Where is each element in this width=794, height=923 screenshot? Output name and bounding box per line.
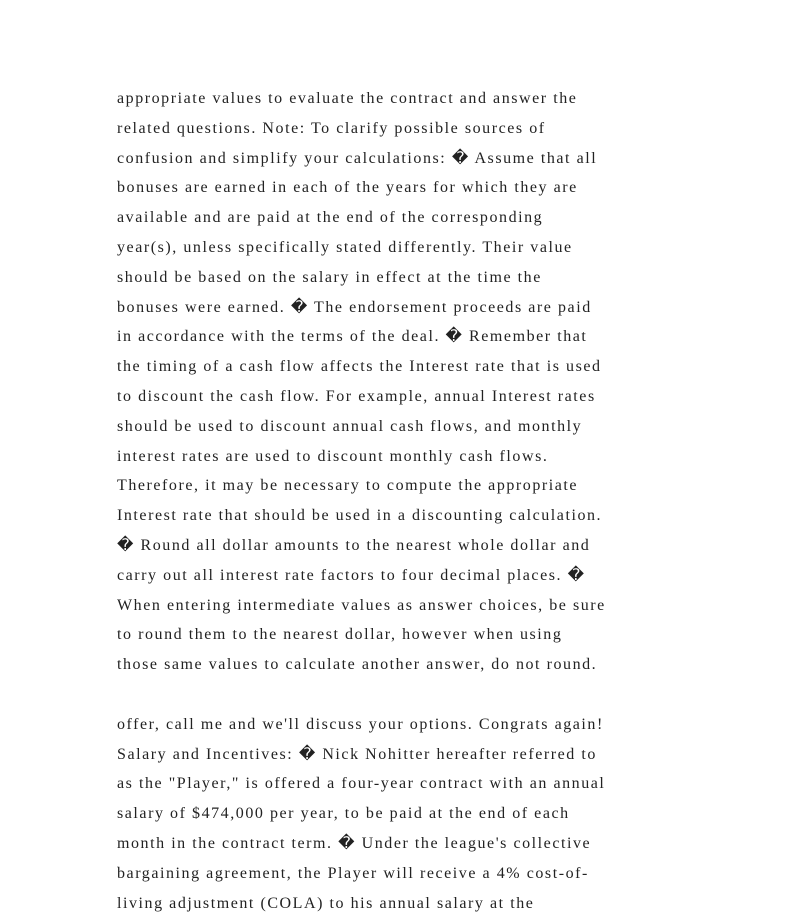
- paragraph-contract-offer: [117, 710, 697, 919]
- text-line: salary of $474,000 per year, to be paid at the end of each: [117, 805, 570, 823]
- text-line: offer, call me and we'll discuss your options. Congrats again!: [117, 715, 604, 733]
- text-line: bonuses are earned in each of the years for which they are: [117, 179, 578, 197]
- text-line: appropriate values to evaluate the contract and answer the: [117, 90, 578, 107]
- text-line: � Round all dollar amounts to the nearest whole dollar and: [117, 536, 591, 554]
- text-line: those same values to calculate another answer, do not round.: [117, 656, 598, 674]
- text-line: bargaining agreement, the Player will receive a 4% cost-of-: [117, 864, 589, 882]
- text-line: Interest rate that should be used in a discounting calculation.: [117, 507, 603, 525]
- text-line: related questions. Note: To clarify possible sources of: [117, 119, 546, 137]
- text-line: carry out all interest rate factors to four decimal places. �: [117, 566, 586, 584]
- text-line: bonuses were earned. � The endorsement proceeds are paid: [117, 298, 592, 316]
- text-line: living adjustment (COLA) to his annual salary at the: [117, 894, 535, 912]
- text-line: When entering intermediate values as answer choices, be sure: [117, 596, 606, 614]
- text-line: to discount the cash flow. For example, annual Interest rates: [117, 387, 596, 405]
- text-line: Salary and Incentives: � Nick Nohitter hereafter referred to: [117, 745, 597, 763]
- paragraph-instructions: [117, 84, 697, 680]
- text-line: the timing of a cash flow affects the Interest rate that is used: [117, 358, 602, 376]
- text-line: Therefore, it may be necessary to compute the appropriate: [117, 477, 579, 495]
- text-line: should be used to discount annual cash flows, and monthly: [117, 417, 583, 435]
- document-page: [117, 84, 697, 918]
- text-line: month in the contract term. � Under the league's collective: [117, 834, 592, 852]
- text-line: year(s), unless specifically stated differently. Their value: [117, 238, 573, 256]
- text-line: to round them to the nearest dollar, however when using: [117, 626, 563, 644]
- text-line: confusion and simplify your calculations: � Assume that all: [117, 149, 598, 167]
- text-line: interest rates are used to discount monthly cash flows.: [117, 447, 549, 465]
- text-line: as the "Player," is offered a four-year contract with an annual: [117, 775, 606, 793]
- text-line: in accordance with the terms of the deal. � Remember that: [117, 328, 588, 346]
- text-line: available and are paid at the end of the corresponding: [117, 209, 544, 227]
- paragraph-spacer: [117, 680, 697, 710]
- text-line: should be based on the salary in effect at the time the: [117, 268, 542, 286]
